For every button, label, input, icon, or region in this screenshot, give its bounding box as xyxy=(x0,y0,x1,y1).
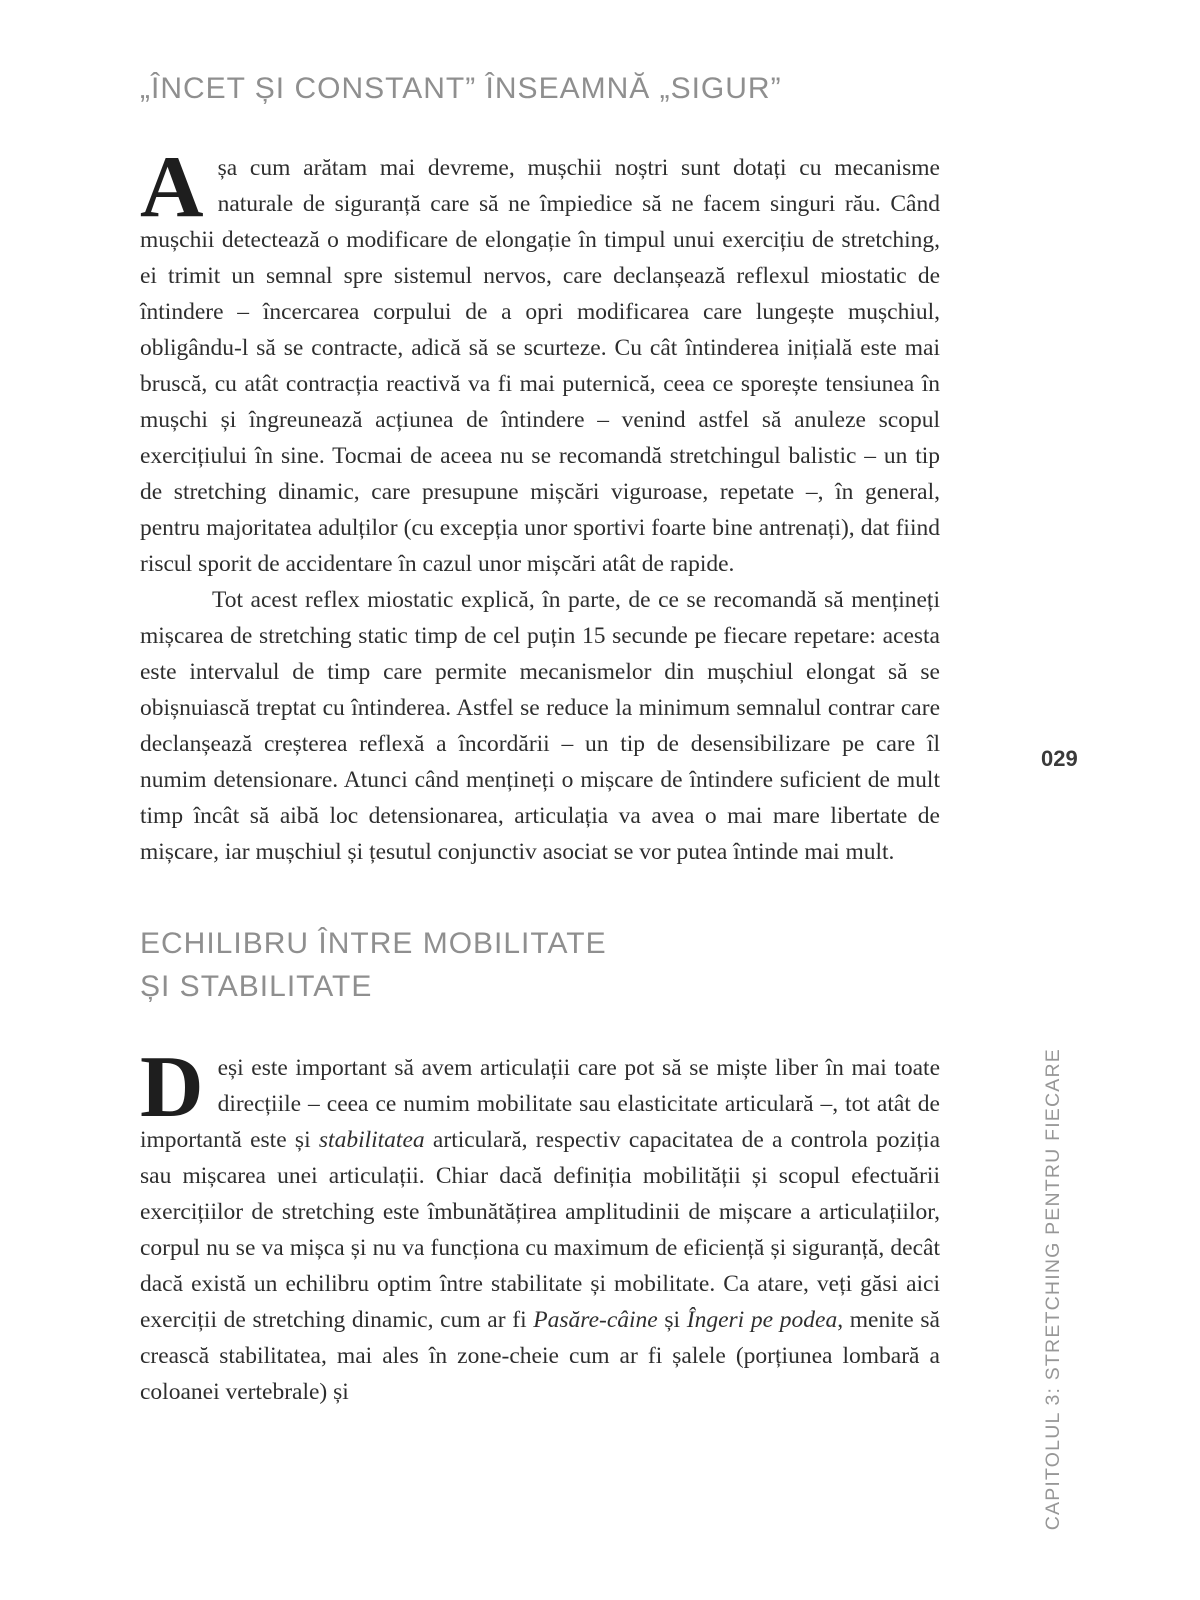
paragraph-static-stretch-hold: Tot acest reflex miostatic explică, în parte, de ce se recomandă să mențineți mișcarea de stretching static timp de cel puțin 15 secunde pe fiecare repetare: acesta este intervalul de timp care permite mecanismelor din mușchiul elongat să se obișnuiască treptat cu întinderea. Astfel se reduce la minimum semnalul contrar care declanșează creșterea reflexă a încordării – un tip de desensibilizare pe care îl numim detensionare. Atunci când mențineți o mișcare de întindere suficient de mult timp încât să aibă loc detensionarea, articulația va avea o mai mare libertate de mișcare, iar mușchiul și țesutul conjunctiv asociat se vor putea întinde mai mult. xyxy=(140,587,940,865)
dropcap-letter-d: D xyxy=(140,1039,204,1136)
section-heading-mobility-stability xyxy=(140,922,940,1008)
paragraph-reflex-intro xyxy=(140,139,940,582)
heading-line-2: ȘI STABILITATE xyxy=(140,970,373,1003)
dropcap-letter-a: A xyxy=(140,139,204,236)
paragraph-text: eși este important să avem articulații care pot să se miște liber în mai toate direcțiile – ceea ce numim mobilitate sau elasticitate articulară –, tot atât de importantă este și stabilitatea articulară, respectiv capacitatea de a controla poziția sau mișcarea unei articulații. Chiar dacă definiția mobilității și scopul efectuării exercițiilor de stretching este îmbunătățirea amplitudinii de mișcare a articulațiilor, corpul nu se va mișca și nu va funcționa cu maximum de eficiență și siguranță, decât dacă există un echilibru optim între stabilitate și mobilitate. Ca atare, veți găsi aici exerciții de stretching dinamic, cum ar fi Pasăre-câine și Îngeri pe podea, menite să crească stabilitatea, mai ales în zone-cheie cum ar fi șalele (porțiunea lombară a coloanei vertebrale) și xyxy=(140,1055,940,1405)
heading-line-1: ECHILIBRU ÎNTRE MOBILITATE xyxy=(140,927,607,960)
chapter-sidebar-label: CAPITOLUL 3: STRETCHING PENTRU FIECARE xyxy=(1042,1048,1064,1531)
main-text-column xyxy=(140,70,940,1410)
page-number: 029 xyxy=(1041,746,1078,771)
section-heading-slow-and-steady: „ÎNCET ȘI CONSTANT” ÎNSEAMNĂ „SIGUR” xyxy=(140,72,782,105)
paragraph-text: șa cum arătam mai devreme, mușchii noștri sunt dotați cu mecanisme naturale de siguranță care să ne împiedice să ne facem singuri rău. Când mușchii detectează o modificare de elongație în timpul unui exercițiu de stretching, ei trimit un semnal spre sistemul nervos, care declanșează reflexul miostatic de întindere – încercarea corpului de a opri modificarea care lungește mușchiul, obligându-l să se contracte, adică să se scurteze. Cu cât întinderea inițială este mai bruscă, cu atât contracția reactivă va fi mai puternică, ceea ce sporește tensiunea în mușchi și îngreunează acțiunea de întindere – venind astfel să anuleze scopul exercițiului în sine. Tocmai de aceea nu se recomandă stretchingul balistic – un tip de stretching dinamic, care presupune mișcări viguroase, repetate –, în general, pentru majoritatea adulților (cu excepția unor sportivi foarte bine antrenați), dat fiind riscul sporit de accidentare în cazul unor mișcări atât de rapide. xyxy=(140,155,940,577)
paragraph-mobility-vs-stability xyxy=(140,1039,940,1410)
